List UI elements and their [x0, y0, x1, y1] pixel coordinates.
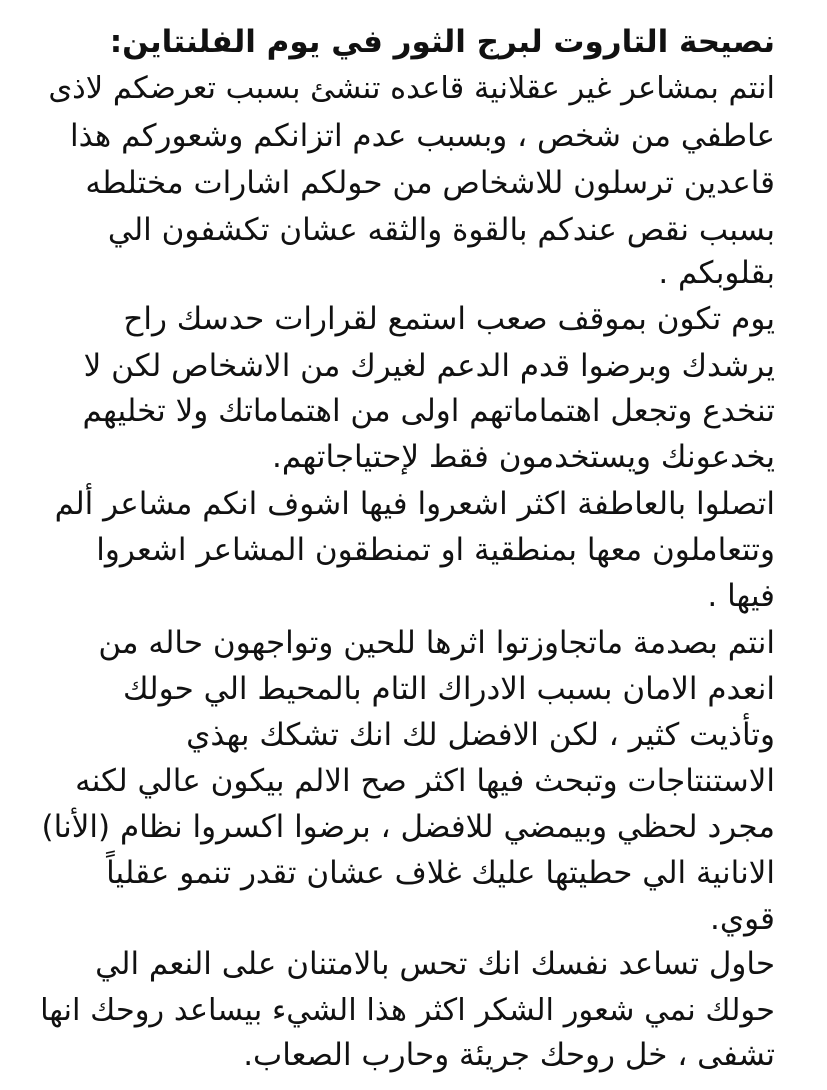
paragraph-line: يرشدك وبرضوا قدم الدعم لغيرك من الاشخاص لكن لا — [83, 348, 775, 384]
paragraph-line: عاطفي من شخص ، وبسبب عدم اتزانكم وشعوركم هذا — [70, 118, 775, 154]
paragraph-line: بسبب نقص عندكم بالقوة والثقه عشان تكشفون الي — [107, 212, 775, 248]
document-title: نصيحة التاروت لبرج الثور في يوم الفلنتاين: — [109, 24, 775, 60]
paragraph-line: اتصلوا بالعاطفة اكثر اشعروا فيها اشوف انكم مشاعر ألم — [54, 486, 775, 522]
paragraph-line: انتم بصدمة ماتجاوزتوا اثرها للحين وتواجهون حاله من — [98, 625, 775, 661]
paragraph-line: مجرد لحظي وبيمضي للافضل ، برضوا اكسروا نظام (الأنا) — [41, 809, 775, 845]
paragraph-line: الانانية الي حطيتها عليك غلاف عشان تقدر تنمو عقلياً — [106, 855, 775, 891]
paragraph-line: حاول تساعد نفسك انك تحس بالامتنان على النعم الي — [95, 946, 775, 982]
paragraph-line: حولك نمي شعور الشكر اكثر هذا الشيء بيساعد روحك انها — [40, 993, 775, 1028]
paragraph-line: فيها . — [707, 578, 775, 614]
paragraph-line: تشفى ، خل روحك جريئة وحارب الصعاب. — [243, 1037, 775, 1073]
paragraph-line: الاستنتاجات وتبحث فيها اكثر صح الالم بيكون عالي لكنه — [75, 763, 775, 799]
paragraph-line: تنخدع وتجعل اهتماماتهم اولى من اهتماماتك ولا تخليهم — [82, 393, 775, 429]
paragraph-line: انتم بمشاعر غير عقلانية قاعده تنشئ بسبب تعرضكم لاذى — [48, 71, 775, 106]
paragraph-line: بقلوبكم . — [658, 255, 775, 291]
paragraph-line: وتأذيت كثير ، لكن الافضل لك انك تشكك بهذي — [186, 717, 775, 753]
paragraph-line: يوم تكون بموقف صعب استمع لقرارات حدسك راح — [123, 301, 775, 337]
paragraph-line: انعدم الامان بسبب الادراك التام بالمحيط الي حولك — [123, 671, 775, 707]
paragraph-line: قاعدين ترسلون للاشخاص من حولكم اشارات مختلطه — [85, 165, 775, 201]
paragraph-line: وتتعاملون معها بمنطقية او تمنطقون المشاعر اشعروا — [96, 532, 775, 568]
paragraph-line: يخدعونك ويستخدمون فقط لإحتياجاتهم. — [272, 439, 775, 475]
paragraph-line: قوي. — [710, 901, 775, 937]
